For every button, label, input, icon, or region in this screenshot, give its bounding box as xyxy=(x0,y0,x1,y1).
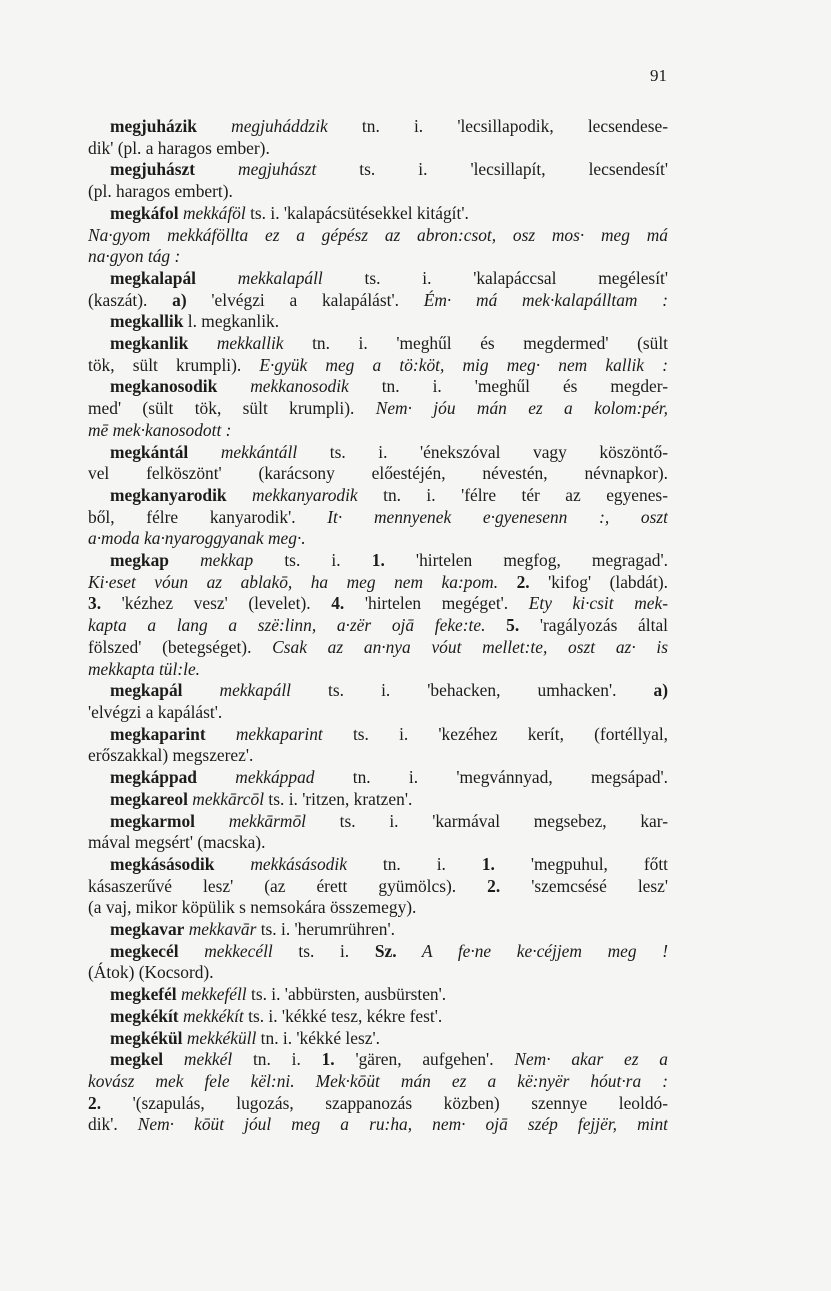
text-segment: dik'. xyxy=(88,1114,138,1135)
headword: 4. xyxy=(331,593,345,614)
text-line xyxy=(88,854,668,876)
headword: megkékül xyxy=(110,1027,183,1048)
text-segment: tn. i. 'megvánnyad, megsápad'. xyxy=(314,767,668,788)
text-line xyxy=(88,159,668,181)
italic-text: Ety ki·csit mek- xyxy=(528,593,668,614)
text-segment: (kaszát). xyxy=(88,289,173,310)
headword: megkap xyxy=(110,550,169,571)
italic-text: megjuháddzik xyxy=(196,116,328,136)
text-line xyxy=(88,333,668,355)
text-segment: 'megpuhul, főtt xyxy=(494,853,668,874)
italic-text: a·moda ka·nyaroggyanak meg·. xyxy=(88,528,306,549)
text-segment: tn. i. 'meghűl és megder- xyxy=(348,376,668,397)
text-segment: ts. i. 'abbürsten, ausbürsten'. xyxy=(246,984,447,1005)
headword: megkaparint xyxy=(110,723,206,744)
italic-text: Ki·eset vóun az ablakō, ha meg nem ka:pom. xyxy=(88,571,517,592)
text-segment: ts. i. 'lecsillapít, lecsendesít' xyxy=(316,159,668,180)
italic-text: mekkapta tül:le. xyxy=(88,658,201,679)
headword: megkarmol xyxy=(110,810,196,831)
text-line xyxy=(88,919,668,941)
text-line xyxy=(88,962,668,984)
headword: 1. xyxy=(481,853,495,874)
text-segment: (Átok) (Kocsord). xyxy=(88,962,214,983)
text-line xyxy=(88,138,668,160)
italic-text: mē mek·kanosodott : xyxy=(88,419,232,440)
headword: megkántál xyxy=(110,441,189,462)
text-segment: 'kifog' (labdát). xyxy=(529,571,668,592)
text-segment: 'gären, aufgehen'. xyxy=(334,1049,515,1070)
headword: megjuhászt xyxy=(110,159,196,180)
text-line xyxy=(88,550,668,572)
text-line xyxy=(88,984,668,1006)
text-line xyxy=(88,767,668,789)
italic-text: E·gyük meg a tö:köt, mig meg· nem kallik : xyxy=(259,354,668,375)
dictionary-text xyxy=(88,116,668,1136)
headword: 2. xyxy=(88,1092,102,1113)
italic-text: kapta a lang a szë:linn, a·zër ojā feke:te. xyxy=(88,615,507,636)
text-line xyxy=(88,1049,668,1071)
text-line xyxy=(88,572,668,594)
text-segment: '(szapulás, lugozás, szappanozás közben) szennye leoldó- xyxy=(101,1092,668,1113)
italic-text: Na·gyom mekkáföllta ez a gépész az abron:csot, osz mos· meg má xyxy=(88,224,668,245)
headword: 1. xyxy=(321,1049,335,1070)
text-segment: ts. i. 'kezéhez kerít, (fortéllyal, xyxy=(322,723,668,744)
italic-text: mekkecéll xyxy=(178,940,273,961)
headword: 2. xyxy=(516,571,530,592)
italic-text: mekkáppad xyxy=(196,767,315,788)
text-line xyxy=(88,463,668,485)
text-line xyxy=(88,1114,668,1136)
text-segment: tn. i. 'lecsillapodik, lecsendese- xyxy=(327,116,668,136)
headword: megkavar xyxy=(110,919,185,940)
italic-text: mekkanyarodik xyxy=(226,484,358,505)
italic-text: mekkārmōl xyxy=(195,810,306,831)
italic-text: Nem· akar ez a xyxy=(514,1049,668,1070)
text-line xyxy=(88,702,668,724)
italic-text: mekkáföl xyxy=(178,202,246,223)
text-line xyxy=(88,355,668,377)
italic-text: mekkanosodik xyxy=(217,376,349,397)
text-line xyxy=(88,745,668,767)
text-segment: (pl. haragos embert). xyxy=(88,181,233,202)
headword: megkásásodik xyxy=(110,853,215,874)
text-segment: ből, félre kanyarodik'. xyxy=(88,506,328,527)
text-line xyxy=(88,941,668,963)
text-segment: tn. i. 'félre tér az egyenes- xyxy=(357,484,668,505)
headword: megkapál xyxy=(110,680,183,701)
text-segment: tn. i. xyxy=(232,1049,322,1070)
italic-text: kovász mek fele kël:ni. Mek·kōüt mán ez a kë:nyër hóut·ra : xyxy=(88,1070,668,1091)
text-line xyxy=(88,268,668,290)
text-segment: 'hirtelen megéget'. xyxy=(344,593,529,614)
headword: megkanosodik xyxy=(110,376,218,397)
text-segment: 'ragályozás által xyxy=(519,615,668,636)
text-line xyxy=(88,1006,668,1028)
headword: 1. xyxy=(371,550,385,571)
text-line xyxy=(88,203,668,225)
headword: megkareol xyxy=(110,788,188,809)
text-line xyxy=(88,485,668,507)
headword: 5. xyxy=(506,615,520,636)
italic-text: Nem· kōüt jóul meg a ru:ha, nem· ojā szép fejjër, mint xyxy=(137,1114,668,1135)
headword: megkáfol xyxy=(110,202,179,223)
text-segment: ts. i. 'kalapáccsal megélesít' xyxy=(322,267,668,288)
text-line xyxy=(88,1071,668,1093)
text-line xyxy=(88,876,668,898)
headword: megkékít xyxy=(110,1005,179,1026)
text-segment: (a vaj, mikor köpülik s nemsokára összemegy). xyxy=(88,897,417,918)
text-segment: vel felköszönt' (karácsony előestéjén, névestén, névnapkor). xyxy=(88,463,668,484)
text-line xyxy=(88,637,668,659)
text-line xyxy=(88,615,668,637)
headword: megkáppad xyxy=(110,767,197,788)
headword: megkalapál xyxy=(110,267,196,288)
text-segment: 'elvégzi a kalapálást'. xyxy=(186,289,424,310)
headword: megkallik xyxy=(110,311,184,332)
italic-text: mekkántáll xyxy=(188,441,298,462)
text-line xyxy=(88,528,668,550)
text-segment: mával megsért' (macska). xyxy=(88,832,266,853)
text-line xyxy=(88,1093,668,1115)
italic-text: mekkaparint xyxy=(205,723,323,744)
text-line xyxy=(88,420,668,442)
text-segment: med' (sült tök, sült krumpli). xyxy=(88,398,376,419)
text-line xyxy=(88,398,668,420)
text-segment: kásaszerűvé lesz' (az érett gyümölcs). xyxy=(88,875,488,896)
text-segment: tn. i. xyxy=(346,853,482,874)
text-segment: l. megkanlik. xyxy=(183,311,280,332)
headword: a) xyxy=(653,680,668,701)
italic-text: mekkap xyxy=(168,550,254,571)
headword: Sz. xyxy=(374,940,397,961)
text-line xyxy=(88,225,668,247)
text-line xyxy=(88,246,668,268)
text-line xyxy=(88,897,668,919)
text-line xyxy=(88,1028,668,1050)
headword: megkel xyxy=(110,1049,164,1070)
headword: a) xyxy=(172,289,187,310)
text-line xyxy=(88,311,668,333)
headword: megkanlik xyxy=(110,333,189,354)
italic-text: mekkallik xyxy=(188,333,284,354)
text-segment: dik' (pl. a haragos ember). xyxy=(88,137,270,158)
text-line xyxy=(88,789,668,811)
headword: megkecél xyxy=(110,940,179,961)
text-segment: ts. i. 'kalapácsütésekkel kitágít'. xyxy=(245,202,469,223)
text-segment: ts. i. xyxy=(253,550,372,571)
italic-text: It· mennyenek e·gyenesenn :, oszt xyxy=(327,506,668,527)
text-line xyxy=(88,116,668,138)
headword: megkanyarodik xyxy=(110,484,227,505)
italic-text: mekkalapáll xyxy=(196,267,323,288)
text-line xyxy=(88,724,668,746)
text-line xyxy=(88,680,668,702)
text-segment: ts. i. 'behacken, umhacken'. xyxy=(291,680,654,701)
italic-text: mekkéküll xyxy=(182,1027,257,1048)
text-line xyxy=(88,290,668,312)
text-segment: erőszakkal) megszerez'. xyxy=(88,745,254,766)
italic-text: Csak az an·nya vóut mellet:te, oszt az· is xyxy=(272,636,668,657)
text-line xyxy=(88,811,668,833)
italic-text: mekkavār xyxy=(184,919,257,940)
page-number: 91 xyxy=(650,66,667,85)
italic-text: na·gyon tág : xyxy=(88,246,181,267)
headword: megjuházik xyxy=(110,116,197,136)
text-line xyxy=(88,181,668,203)
text-segment: 'elvégzi a kapálást'. xyxy=(88,701,223,722)
headword: 2. xyxy=(487,875,501,896)
italic-text: mekkékít xyxy=(178,1005,244,1026)
text-segment: 'szemcsésé lesz' xyxy=(500,875,668,896)
italic-text: megjuhászt xyxy=(195,159,317,180)
text-segment: ts. i. 'ritzen, kratzen'. xyxy=(264,788,413,809)
text-segment: ts. i. xyxy=(272,940,375,961)
text-segment: ts. i. 'herumrühren'. xyxy=(256,919,395,940)
headword: megkefél xyxy=(110,984,177,1005)
italic-text: mekkásásodik xyxy=(214,853,347,874)
italic-text: mekkārcōl xyxy=(187,788,265,809)
headword: 3. xyxy=(88,593,102,614)
italic-text: Ém· má mek·kalapálltam : xyxy=(423,289,668,310)
text-line xyxy=(88,442,668,464)
text-segment: tn. i. 'meghűl és megdermed' (sült xyxy=(283,333,668,354)
italic-text: mekkapáll xyxy=(182,680,291,701)
text-segment: 'hirtelen megfog, megragad'. xyxy=(384,550,668,571)
text-line xyxy=(88,659,668,681)
text-line xyxy=(88,593,668,615)
italic-text: A fe·ne ke·céjjem meg ! xyxy=(396,940,668,961)
italic-text: mekkeféll xyxy=(176,984,247,1005)
text-segment: ts. i. 'énekszóval vagy köszöntő- xyxy=(297,441,668,462)
italic-text: mekkél xyxy=(163,1049,233,1070)
text-segment: ts. i. 'karmával megsebez, kar- xyxy=(305,810,668,831)
text-line xyxy=(88,507,668,529)
italic-text: Nem· jóu mán ez a kolom:pér, xyxy=(375,398,668,419)
text-segment: ts. i. 'kékké tesz, kékre fest'. xyxy=(243,1005,443,1026)
text-segment: fölszed' (betegséget). xyxy=(88,636,273,657)
text-segment: tn. i. 'kékké lesz'. xyxy=(256,1027,380,1048)
text-segment: tök, sült krumpli). xyxy=(88,354,260,375)
text-segment: 'kézhez vesz' (levelet). xyxy=(101,593,332,614)
text-line xyxy=(88,832,668,854)
text-line xyxy=(88,376,668,398)
